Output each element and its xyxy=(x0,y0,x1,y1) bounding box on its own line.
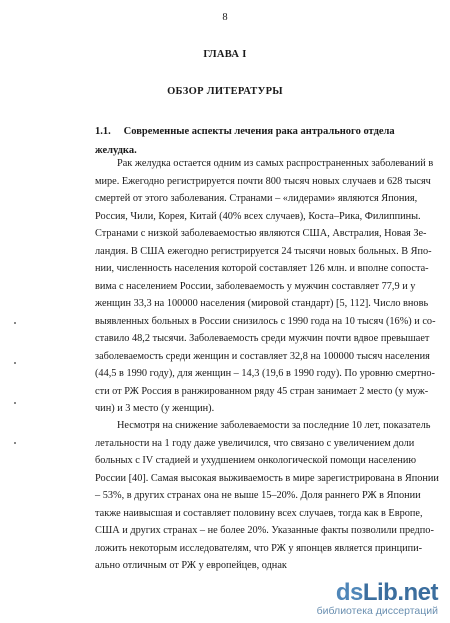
text-line: Рак желудка остается одним из самых распространенных заболеваний в xyxy=(117,158,434,169)
subsection-title-line2: желудка. xyxy=(95,145,137,156)
subsection-number: 1.1. xyxy=(95,126,111,137)
text-line: смертей от этого заболевания. Странами – «лидерами» являются Япония, xyxy=(95,193,418,204)
text-line: мире. Ежегодно регистрируется почти 800 тысяч новых случаев и 628 тысяч xyxy=(95,175,431,187)
text-line: женщин 33,3 на 100000 населения (мировой стандарт) [5, 112]. Число вновь xyxy=(95,298,429,309)
watermark xyxy=(258,579,438,617)
text-line: Несмотря на снижение заболеваемости за последние 10 лет, показатель xyxy=(117,420,431,431)
section-title: ОБЗОР ЛИТЕРАТУРЫ xyxy=(167,86,283,97)
text-line: нии, численность населения которой составляет 126 млн. и вполне сопоста- xyxy=(95,263,429,274)
text-line: также наивысшая и составляет половину всех случаев, тогда как в Европе, xyxy=(95,507,423,519)
subsection-title-line1: Современные аспекты лечения рака антрального отдела xyxy=(123,126,395,137)
watermark-logo-part1: ds xyxy=(335,579,363,606)
text-line: России [40]. Самая высокая выживаемость в мире зарегистрирована в Японии xyxy=(95,472,439,484)
text-line: выявленных больных в России снизилось с 1990 года на 10 тысяч (16%) и со- xyxy=(95,315,436,327)
text-line: ложить некоторым исследователям, что РЖ у японцев является принципи- xyxy=(95,542,423,554)
watermark-logo xyxy=(336,579,438,607)
text-line: чин) и 3 место (у женщин). xyxy=(95,403,215,414)
text-line: (44,5 в 1990 году), для женщин – 14,3 (19,6 в 1990 году). По уровню смертно- xyxy=(95,368,435,379)
page-number: 8 xyxy=(222,12,228,23)
text-line: Россия, Чили, Корея, Китай (40% всех случаев), Коста–Рика, Филиппины. xyxy=(95,210,421,222)
paragraph-2 xyxy=(95,417,439,575)
text-line: ставило 48,2 тысячи. Заболеваемость среди мужчин почти вдвое превышает xyxy=(95,333,430,344)
text-line: сти от РЖ Россия в ранжированном ряду 45 стран занимает 2 место (у муж- xyxy=(95,385,429,397)
text-line: – 53%, в других странах она не выше 15–20%. Доля раннего РЖ в Японии xyxy=(95,490,421,501)
text-line: вима с населением России, заболеваемость у мужчин составляет 77,9 и у xyxy=(95,280,416,292)
watermark-logo-part2: Lib.net xyxy=(362,579,438,606)
text-line: Странами с низкой заболеваемостью являются США, Австралия, Новая Зе- xyxy=(95,228,427,239)
text-line: летальности на 1 году даже увеличился, что связано с увеличением доли xyxy=(95,437,415,449)
text-line: ландия. В США ежегодно регистрируется 24 тысячи новых больных. В Япо- xyxy=(95,245,432,257)
text-line: заболеваемость среди женщин и составляет 32,8 на 100000 тысяч населения xyxy=(95,350,430,362)
chapter-title: ГЛАВА I xyxy=(203,49,247,60)
paragraph-1 xyxy=(95,155,436,418)
text-line: США и других странах – не более 20%. Указанные факты позволили предпо- xyxy=(95,525,434,536)
watermark-caption: библиотека диссертаций xyxy=(316,605,438,617)
margin-marks xyxy=(14,322,20,482)
text-line: больных с IV стадией и ухудшением онкологической помощи населению xyxy=(95,455,417,466)
text-line: ально отличным от РЖ у европейцев, однак xyxy=(95,560,287,571)
